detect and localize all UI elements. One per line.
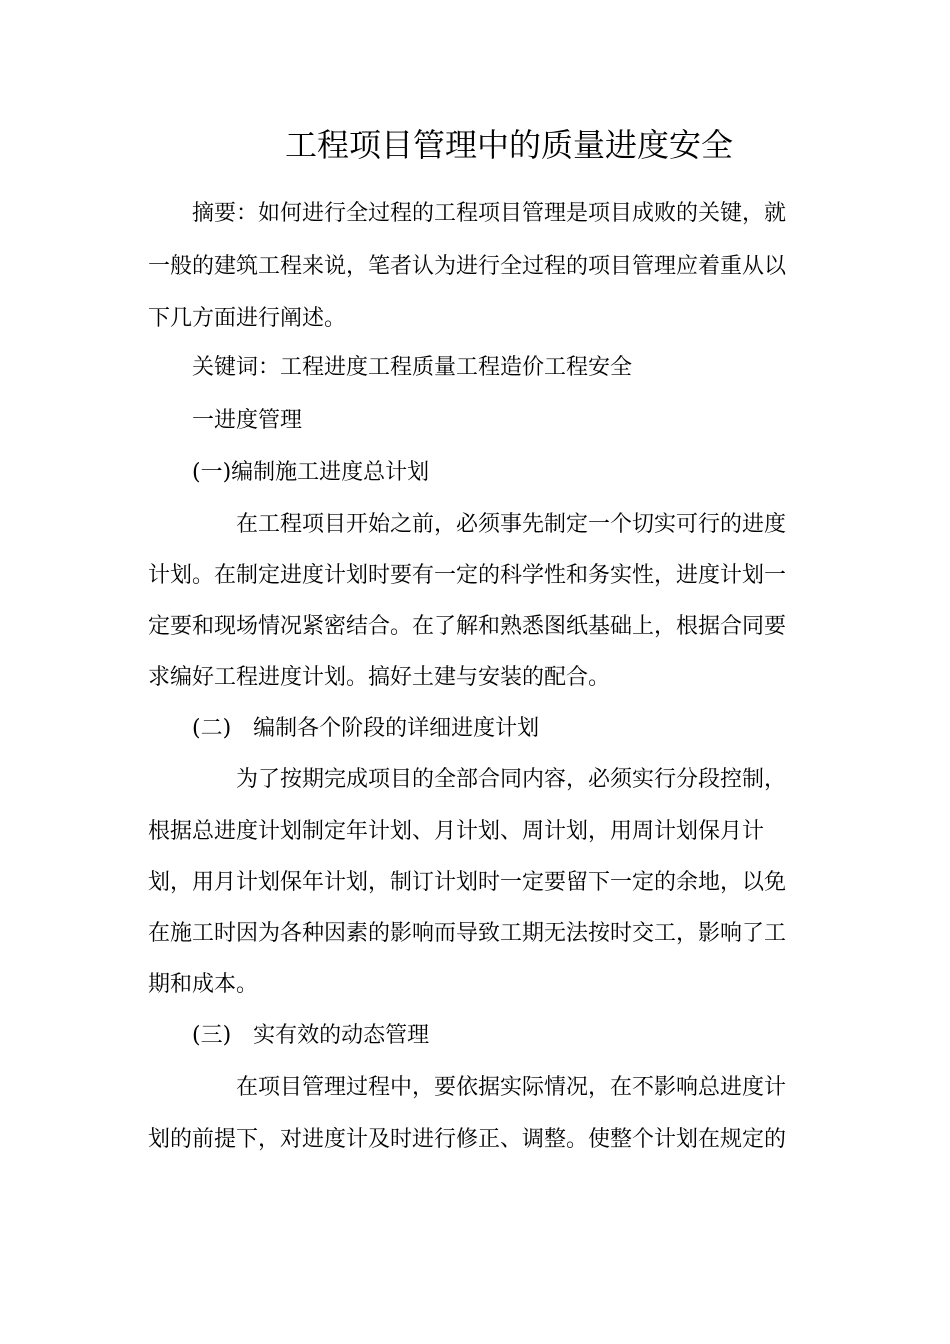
paragraph-line: 在工程项目开始之前，必须事先制定一个切实可行的进度 (236, 512, 787, 537)
abstract-line-1: 摘要：如何进行全过程的工程项目管理是项目成败的关键，就 (192, 201, 787, 226)
subsection-heading-1: (一)编制施工进度总计划 (192, 460, 430, 485)
paragraph-line: 在项目管理过程中，要依据实际情况，在不影响总进度计 (236, 1075, 787, 1100)
paragraph-line: 根据总进度计划制定年计划、月计划、周计划，用周计划保月计 (148, 819, 765, 844)
abstract-line-2: 一般的建筑工程来说，笔者认为进行全过程的项目管理应着重从以 (148, 254, 787, 279)
paragraph-line: 期和成本。 (148, 972, 259, 997)
section-heading-progress-management: 一进度管理 (192, 408, 303, 433)
subsection-heading-2: (二) 编制各个阶段的详细进度计划 (192, 716, 540, 741)
abstract-line-3: 下几方面进行阐述。 (148, 306, 347, 331)
paragraph-line: 在施工时因为各种因素的影响而导致工期无法按时交工，影响了工 (148, 921, 787, 946)
keywords-line: 关键词：工程进度工程质量工程造价工程安全 (192, 355, 633, 380)
paragraph-line: 划，用月计划保年计划，制订计划时一定要留下一定的余地，以免 (148, 870, 787, 895)
document-title: 工程项目管理中的质量进度安全 (284, 126, 733, 164)
paragraph-line: 求编好工程进度计划。搞好土建与安装的配合。 (148, 665, 611, 690)
paragraph-line: 划的前提下，对进度计及时进行修正、调整。使整个计划在规定的 (148, 1127, 787, 1152)
paragraph-line: 为了按期完成项目的全部合同内容，必须实行分段控制， (236, 767, 787, 792)
subsection-heading-3: (三) 实有效的动态管理 (192, 1023, 430, 1048)
paragraph-line: 定要和现场情况紧密结合。在了解和熟悉图纸基础上，根据合同要 (148, 614, 787, 639)
paragraph-line: 计划。在制定进度计划时要有一定的科学性和务实性，进度计划一 (148, 563, 787, 588)
